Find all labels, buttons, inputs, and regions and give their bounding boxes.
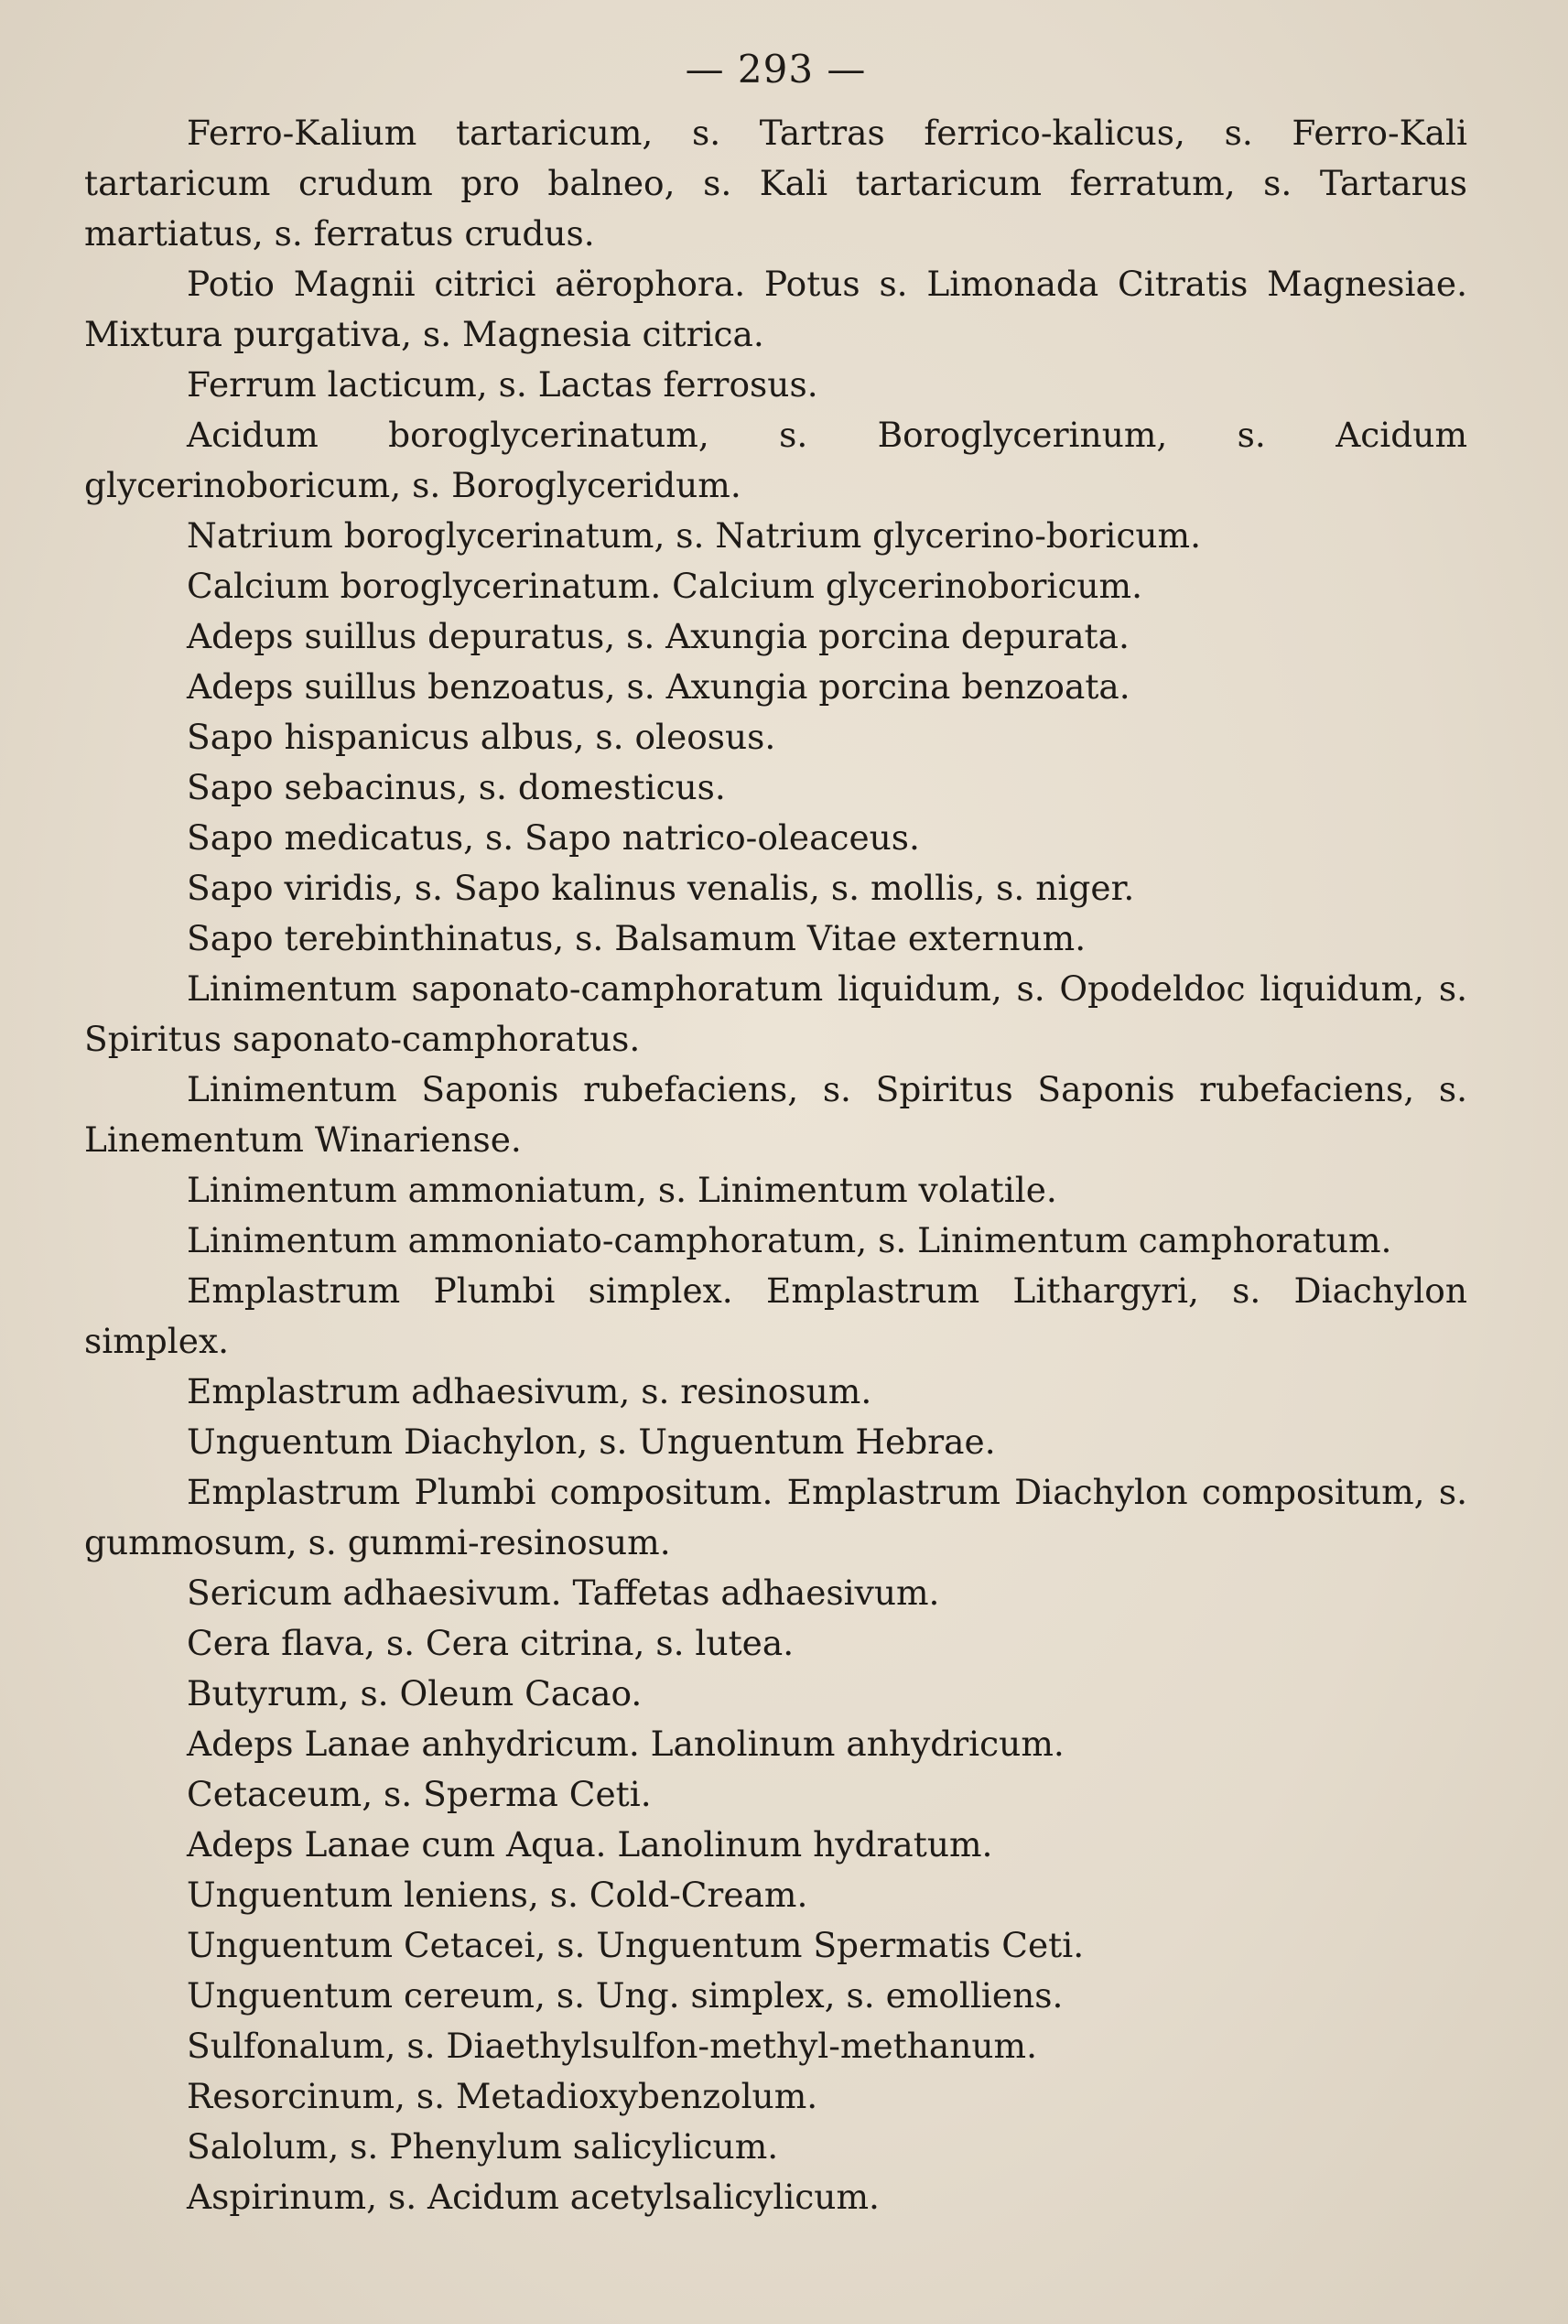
entry: Aspirinum, s. Acidum acetylsalicylicum. [187,2177,880,2217]
entry: Linimentum ammoniato-camphoratum, s. Linimentum camphoratum. [187,1220,1392,1260]
entry: Natrium boroglycerinatum, s. Natrium glycerino-boricum. [187,515,1202,556]
entry: Sapo hispanicus albus, s. oleosus. [187,717,776,757]
entry: Sapo medicatus, s. Sapo natrico-oleaceus. [187,817,920,858]
entry: Ferro-Kalium tartaricum, s. Tartras ferrico-kalicus, s. Ferro-Kali tartaricum crudum pro balneo, s. Kali tartaricum ferratum, s. Tartarus martiatus, s. ferratus crudus. [84,113,1467,254]
entry: Salolum, s. Phenylum salicylicum. [187,2126,779,2167]
entry: Sapo sebacinus, s. domesticus. [187,767,726,807]
entry: Adeps suillus depuratus, s. Axungia porcina depurata. [187,616,1130,656]
entry: Linimentum saponato-camphoratum liquidum, s. Opodeldoc liquidum, s. Spiritus saponato-camphoratus. [84,968,1467,1059]
entry: Resorcinum, s. Metadioxybenzolum. [187,2076,818,2116]
entry: Emplastrum Plumbi compositum. Emplastrum Diachylon compositum, s. gummosum, s. gummi-resinosum. [84,1472,1467,1562]
entry: Emplastrum adhaesivum, s. resinosum. [187,1371,872,1411]
entry: Acidum boroglycerinatum, s. Boroglycerinum, s. Acidum glycerinoboricum, s. Boroglyceridum. [84,415,1467,505]
entry: Unguentum Diachylon, s. Unguentum Hebrae. [187,1421,996,1462]
entry: Cera flava, s. Cera citrina, s. lutea. [187,1623,795,1663]
entry: Linimentum Saponis rubefaciens, s. Spiritus Saponis rubefaciens, s. Linementum Winariense. [84,1069,1467,1160]
entry: Unguentum leniens, s. Cold-Cream. [187,1875,808,1915]
entry: Potio Magnii citrici aërophora. Potus s. Limonada Citratis Magnesiae. Mixtura purgativa, s. Magnesia citrica. [84,264,1467,354]
entry: Unguentum Cetacei, s. Unguentum Spermatis Ceti. [187,1925,1085,1965]
entry: Unguentum cereum, s. Ung. simplex, s. emolliens. [187,1975,1064,2016]
entry: Butyrum, s. Oleum Cacao. [187,1673,643,1713]
page-number: — 293 — [685,47,867,92]
entry: Calcium boroglycerinatum. Calcium glycerinoboricum. [187,566,1143,606]
entry: Sapo viridis, s. Sapo kalinus venalis, s. mollis, s. niger. [187,868,1135,908]
entry: Ferrum lacticum, s. Lactas ferrosus. [187,364,818,405]
entry: Cetaceum, s. Sperma Ceti. [187,1774,652,1814]
entry: Sericum adhaesivum. Taffetas adhaesivum. [187,1573,940,1613]
entry: Linimentum ammoniatum, s. Linimentum volatile. [187,1170,1057,1210]
entry: Adeps Lanae cum Aqua. Lanolinum hydratum. [187,1824,993,1865]
entry: Adeps Lanae anhydricum. Lanolinum anhydricum. [187,1724,1065,1764]
entry: Emplastrum Plumbi simplex. Emplastrum Lithargyri, s. Diachylon simplex. [84,1270,1467,1361]
entry: Adeps suillus benzoatus, s. Axungia porcina benzoata. [187,666,1130,707]
entry-list [84,108,1467,2222]
entry: Sulfonalum, s. Diaethylsulfon-methyl-methanum. [187,2026,1038,2066]
entry: Sapo terebinthinatus, s. Balsamum Vitae externum. [187,918,1087,958]
